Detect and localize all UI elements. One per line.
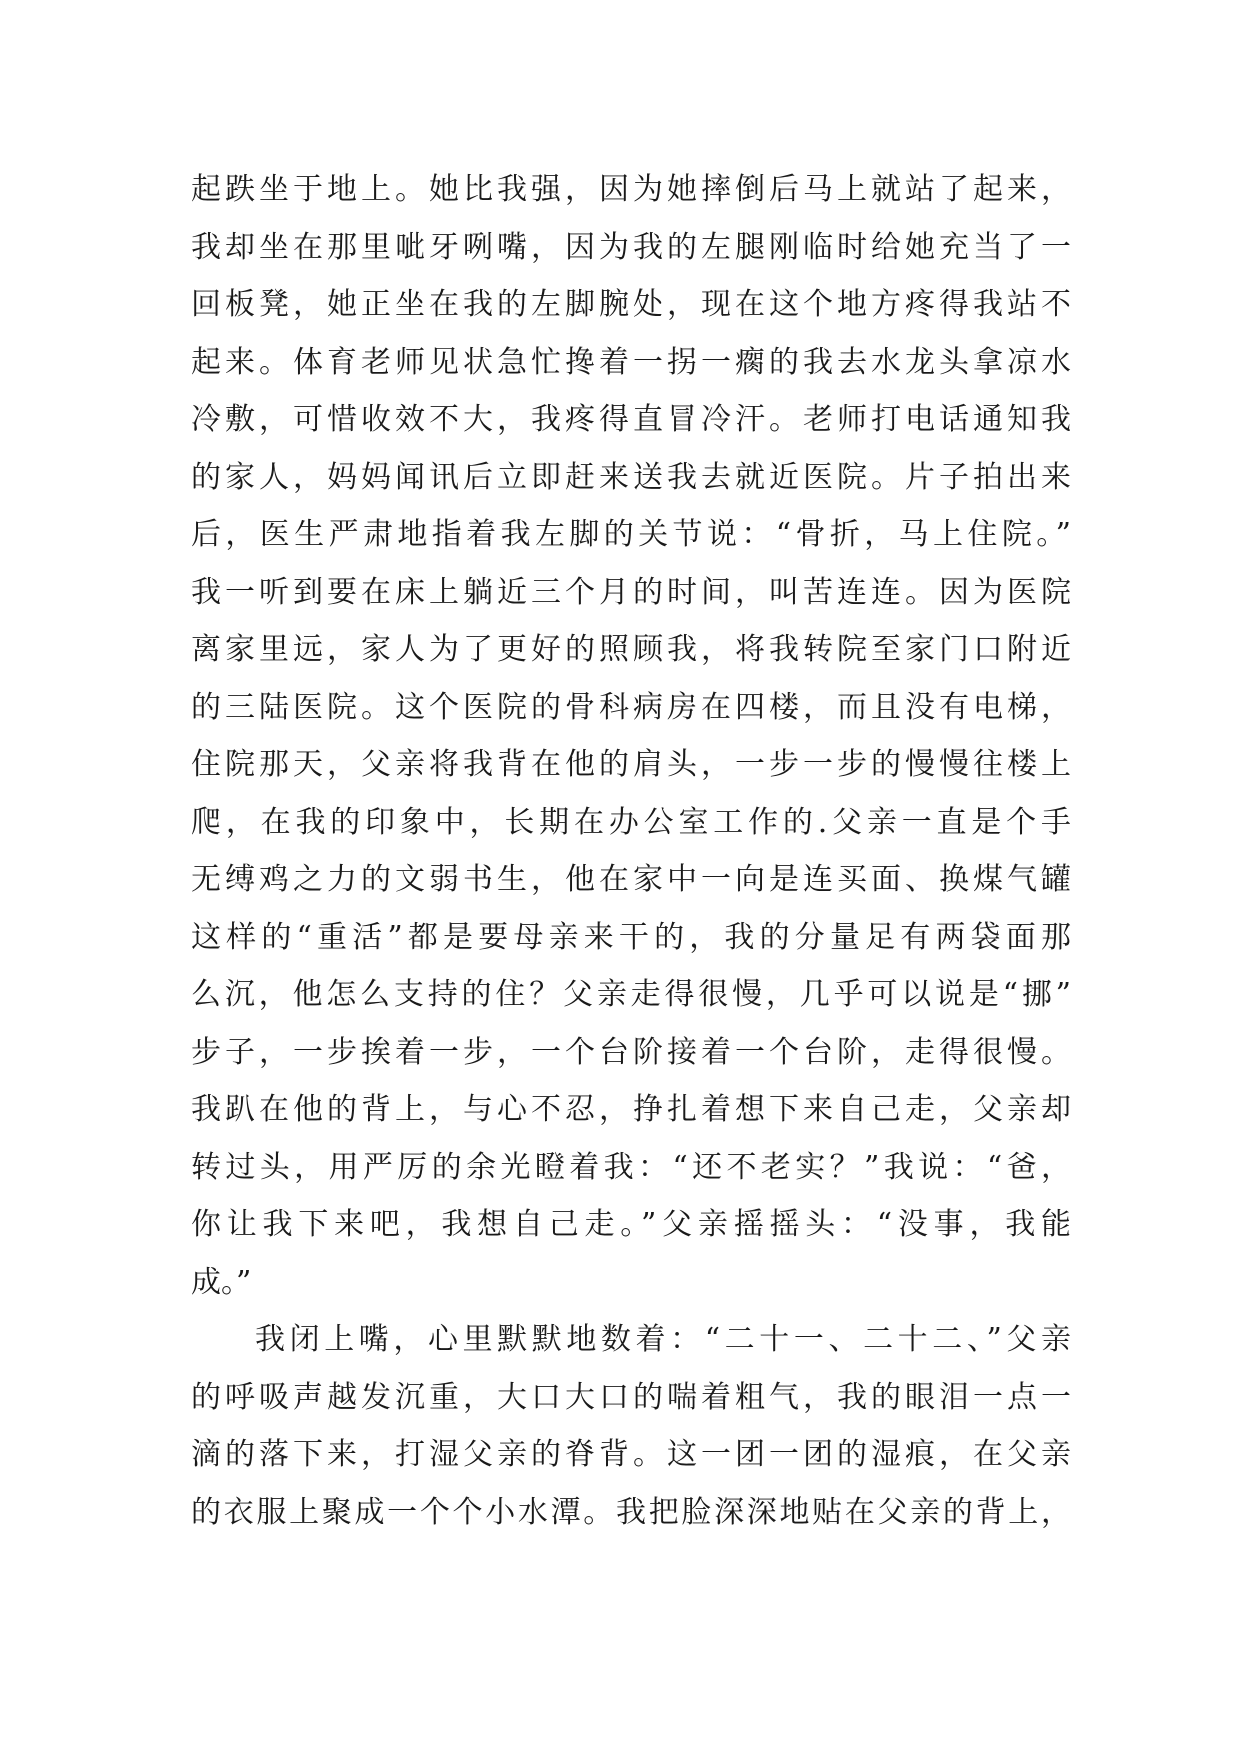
text-line: 的家人，妈妈闻讯后立即赶来送我去就近医院。片子拍出来 [191,459,1071,495]
text-line: 步子，一步挨着一步，一个台阶接着一个台阶，走得很慢。 [191,1034,1071,1070]
text-line: 起跌坐于地上。她比我强，因为她摔倒后马上就站了起来， [191,172,1071,207]
text-line: 滴的落下来，打湿父亲的脊背。这一团一团的湿痕，在父亲 [191,1437,1071,1472]
text-line: 回板凳，她正坐在我的左脚腕处，现在这个地方疼得我站不 [191,287,1071,322]
text-line: 我趴在他的背上，与心不忍，挣扎着想下来自己走，父亲却 [191,1092,1071,1127]
text-line: 这样的“重活”都是要母亲来干的，我的分量足有两袋面那 [191,919,1071,955]
text-line: 起来。体育老师见状急忙搀着一拐一瘸的我去水龙头拿凉水 [191,344,1071,380]
text-line: 冷敷，可惜收效不大，我疼得直冒冷汗。老师打电话通知我 [191,402,1071,437]
text-line: 住院那天，父亲将我背在他的肩头，一步一步的慢慢往楼上 [191,747,1071,782]
text-line: 成。” [191,1264,252,1300]
text-line: 爬，在我的印象中，长期在办公室工作的.父亲一直是个手 [191,804,1071,840]
text-line: 么沉，他怎么支持的住？父亲走得很慢，几乎可以说是“挪” [191,977,1071,1012]
text-line: 的呼吸声越发沉重，大口大口的喘着粗气，我的眼泪一点一 [191,1379,1071,1415]
text-line: 的三陆医院。这个医院的骨科病房在四楼，而且没有电梯， [191,689,1071,725]
paragraph-2 [191,1311,1071,1541]
text-line: 的衣服上聚成一个个小水潭。我把脸深深地贴在父亲的背上， [191,1494,1071,1530]
text-line: 我一听到要在床上躺近三个月的时间，叫苦连连。因为医院 [191,574,1071,610]
body-text [191,161,1071,1541]
text-line: 转过头，用严厉的余光瞪着我：“还不老实？”我说：“爸， [191,1149,1071,1185]
text-line: 我却坐在那里呲牙咧嘴，因为我的左腿刚临时给她充当了一 [191,229,1071,265]
text-line: 我闭上嘴，心里默默地数着：“二十一、二十二、”父亲 [255,1322,1071,1357]
paragraph-1 [191,161,1071,1311]
text-line: 后，医生严肃地指着我左脚的关节说：“骨折，马上住院。” [191,517,1071,552]
text-line: 离家里远，家人为了更好的照顾我，将我转院至家门口附近 [191,632,1071,667]
text-line: 无缚鸡之力的文弱书生，他在家中一向是连买面、换煤气罐 [191,862,1071,897]
text-line: 你让我下来吧，我想自己走。”父亲摇摇头：“没事，我能 [191,1207,1071,1242]
